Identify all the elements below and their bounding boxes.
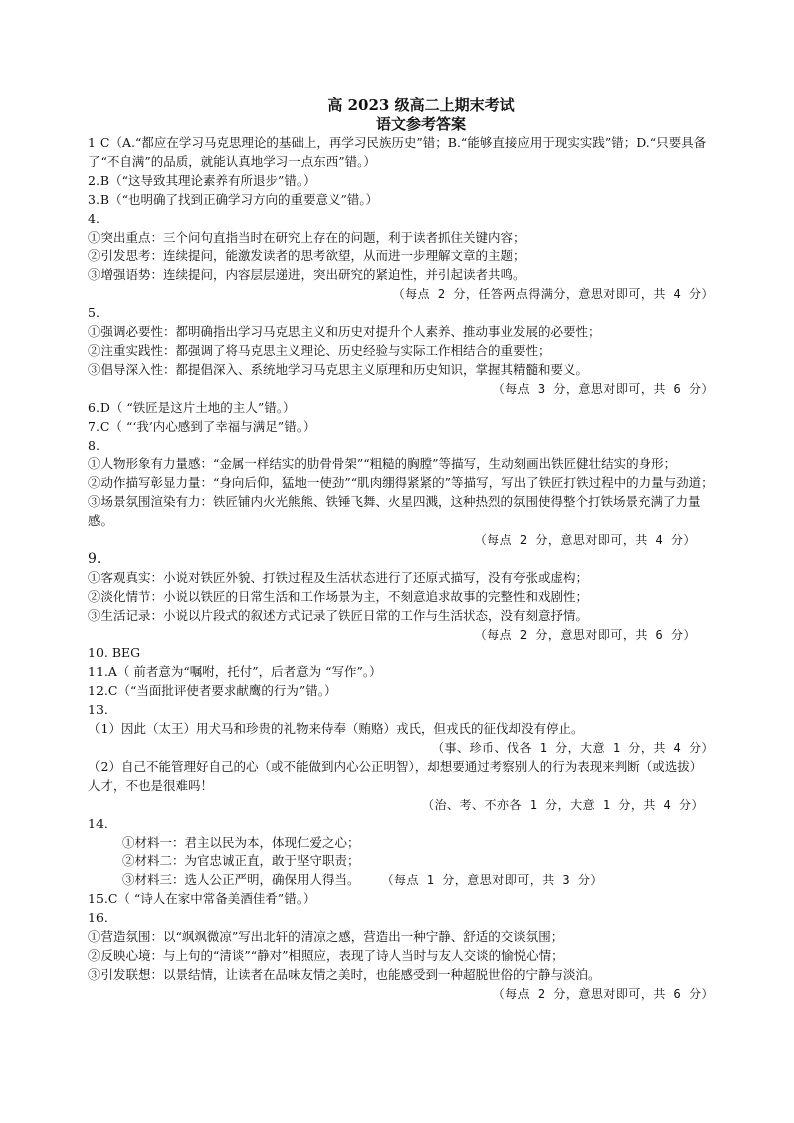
answer-q13-part2: （2）自己不能管理好自己的心（或不能做到内心公正明智），却想要通过考察别人的行为表现来判断（或选拔）人才，不也是很难吗！	[88, 758, 703, 793]
answer-q16-item: ③引发联想：以景结情，让读者在品味友情之美时，也能感受到一种超脱世俗的宁静与淡泊。	[88, 966, 601, 982]
answer-q13-note2: （治、考、不亦各 1 分，大意 1 分，共 4 分）	[421, 797, 704, 812]
answer-q4-item: ①突出重点：三个问句直指当时在研究上存在的问题，利于读者抓住关键内容；	[88, 229, 526, 245]
answer-q5-scoring-note: （每点 3 分，意思对即可，共 6 分）	[492, 381, 714, 396]
answer-q13-part1: （1）因此（太王）用犬马和珍贵的礼物来侍奉（贿赂）戎氏，但戎氏的征伐却没有停止。	[88, 721, 584, 737]
answer-q4-item: ③增强语势：连续提问，内容层层递进，突出研究的紧迫性，并引起读者共鸣。	[88, 267, 526, 283]
answer-q14-item: ②材料二：为官忠诚正直，敢于坚守职责；	[122, 853, 360, 869]
answer-q12: 12.C（“当面批评使者要求献鹰的行为”错。）	[88, 683, 337, 699]
answer-q9-item: ③生活记录：小说以片段式的叙述方式记录了铁匠日常的工作与生活状态，没有刻意抒情。	[88, 607, 589, 623]
answer-q9-item: ②淡化情节：小说以铁匠的日常生活和工作场景为主，不刻意追求故事的完整性和戏剧性；	[88, 588, 589, 604]
answer-q15: 15.C（ “诗人在家中常备美酒佳肴”错。）	[88, 891, 316, 907]
answer-q1: 1 C（A.“都应在学习马克思理论的基础上，再学习民族历史”错；B.“能够直接应用于现实实践”错；D.“只要具备了“不自满”的品质，就能认真地学习一点东西”错。）	[88, 135, 707, 169]
answer-q3: 3.B（“也明确了找到正确学习方向的重要意义”错。）	[88, 191, 379, 207]
answer-q5-item: ①强调必要性：都明确指出学习马克思主义和历史对提升个人素养、推动事业发展的必要性；	[88, 324, 601, 340]
answer-q14-item: ③材料三：选人公正严明，确保用人得当。	[122, 872, 360, 888]
answer-q16-number: 16.	[88, 910, 108, 926]
answer-q4-item: ②引发思考：连续提问，能激发读者的思考欲望，从而进一步理解文章的主题；	[88, 248, 526, 264]
answer-q8-item: ③场景氛围渲染有力：铁匠铺内火光熊熊、铁锤飞舞、火星四溅，这种热烈的氛围使得整个打铁场景充满了力量感。	[88, 494, 701, 529]
answer-q4-scoring-note: （每点 2 分，任答两点得满分，意思对即可，共 4 分）	[392, 287, 714, 302]
answer-q16-item: ①营造氛围：以“飒飒微凉”写出北轩的清凉之感，营造出一种宁静、舒适的交谈氛围；	[88, 929, 564, 945]
answer-q5-item: ③倡导深入性：都提倡深入、系统地学习马克思主义原理和历史知识，掌握其精髓和要义。	[88, 361, 589, 377]
answer-q14-scoring-note: （每点 1 分，意思对即可，共 3 分）	[387, 873, 603, 888]
answer-q4-number: 4.	[88, 210, 100, 226]
answer-q14-item: ①材料一：君主以民为本，体现仁爱之心；	[122, 834, 360, 850]
exam-subtitle: 语文参考答案	[375, 115, 466, 133]
exam-title: 高 2023 级高二上期末考试	[327, 96, 515, 114]
answer-q6: 6.D（ “铁匠是这片土地的主人”错。）	[88, 399, 296, 415]
answer-q7: 7.C（ “‘我’内心感到了幸福与满足”错。）	[88, 418, 316, 434]
answer-q8-item: ①人物形象有力量感：“金属一样结实的肋骨骨架”“粗糙的胸膛”等描写，生动刻画出铁匠健壮结实的身形；	[88, 456, 677, 472]
answer-q11: 11.A（ 前者意为“嘱咐，托付”，后者意为 “写作”。）	[88, 664, 382, 680]
answer-q5-item: ②注重实践性：都强调了将马克思主义理论、历史经验与实际工作相结合的重要性；	[88, 342, 551, 358]
answer-q9-scoring-note: （每点 2 分，意思对即可，共 6 分）	[474, 627, 696, 642]
answer-q10: 10. BEG	[88, 645, 141, 661]
answer-q9-item: ①客观真实：小说对铁匠外貌、打铁过程及生活状态进行了还原式描写，没有夸张或虚构；	[88, 569, 589, 585]
answer-q8-item: ②动作描写彰显力量：“身向后仰，猛地一使劲”“肌肉绷得紧紧的”等描写，写出了铁匠打铁过程中的力量与劲道；	[88, 475, 714, 491]
answer-q8-scoring-note: （每点 2 分，意思对即可，共 4 分）	[474, 533, 696, 548]
answer-q14-item-with-note	[88, 871, 714, 890]
answer-q2: 2.B（“这导致其理论素养有所退步”错。）	[88, 172, 316, 188]
answer-q13-number: 13.	[88, 702, 108, 718]
answer-q5-number: 5.	[88, 305, 100, 321]
answer-q13-note1: （事、珍币、伐各 1 分，大意 1 分，共 4 分）	[431, 741, 714, 755]
answer-sheet	[88, 96, 714, 1004]
answer-q8-number: 8.	[88, 437, 100, 453]
answer-q16-scoring-note: （每点 2 分，意思对即可，共 6 分）	[492, 986, 714, 1001]
answer-q9-number: 9.	[88, 550, 102, 567]
answer-q14-number: 14.	[88, 815, 108, 831]
answer-q16-item: ②反映心境：与上句的“清谈”“静对”相照应，表现了诗人当时与友人交谈的愉悦心情；	[88, 947, 564, 963]
